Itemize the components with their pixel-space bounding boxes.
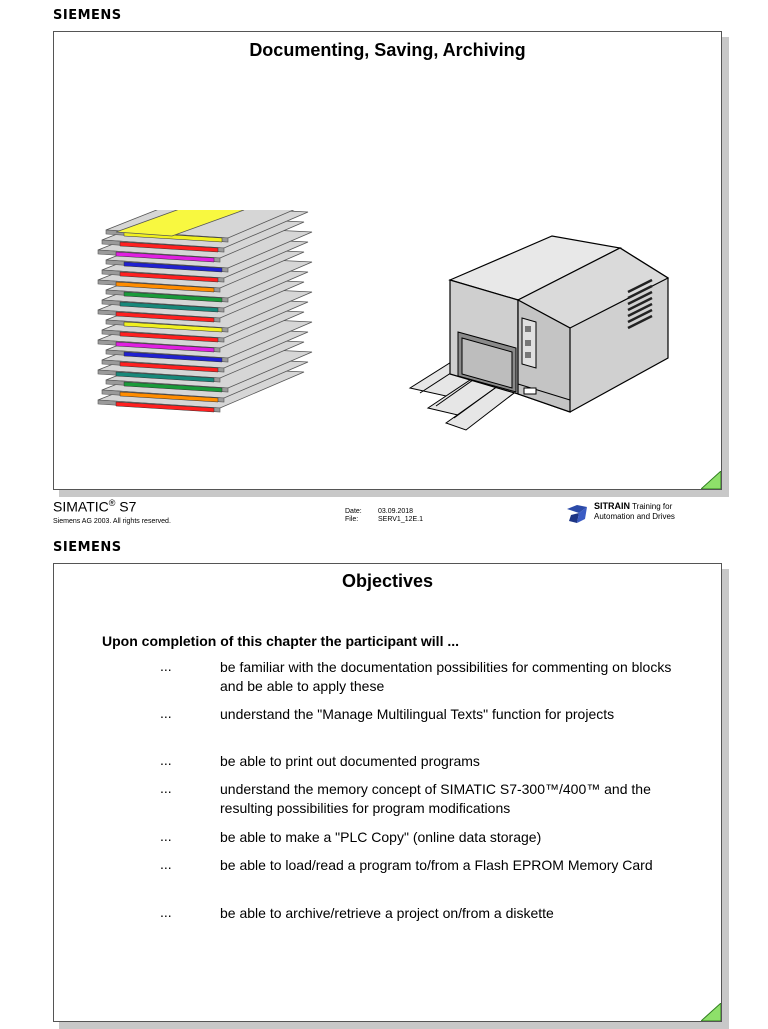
- bullet-marker: ...: [160, 658, 172, 674]
- date-label: Date:: [345, 508, 362, 515]
- registered-mark: ®: [108, 498, 116, 508]
- sitrain-name: SITRAIN: [594, 501, 630, 511]
- slide2-corner-mark: [701, 1003, 721, 1021]
- document-meta: [345, 508, 423, 524]
- objective-text: be able to print out documented programs: [220, 753, 480, 769]
- slide-1: [53, 31, 722, 490]
- slide2-title: Objectives: [341, 571, 434, 591]
- slide1-title: Documenting, Saving, Archiving: [249, 40, 526, 60]
- file-value: SERV1_12E.1: [378, 516, 424, 523]
- bullet-marker: ...: [160, 904, 172, 920]
- sitrain-tagline-2: Automation and Drives: [594, 512, 675, 521]
- objective-text: be able to load/read a program to/from a Flash EPROM Memory Card: [220, 857, 653, 873]
- sitrain-logo-icon: [565, 501, 589, 525]
- objective-text: understand the memory concept of SIMATIC S7-300™/400™ and the resulting possibilities for program modifications: [220, 781, 651, 816]
- sitrain-tagline-1: Training for: [630, 502, 673, 511]
- siemens-logo-top: SIEMENS: [53, 8, 122, 23]
- diskette-stack-illustration: [92, 210, 322, 420]
- copyright-text: Siemens AG 2003. All rights reserved.: [53, 518, 171, 525]
- file-label: File:: [345, 516, 359, 523]
- objective-text: be able to make a "PLC Copy" (online data storage): [220, 829, 542, 845]
- objective-text: be able to archive/retrieve a project on/from a diskette: [220, 905, 554, 921]
- slide1-corner-mark: [701, 471, 721, 489]
- bullet-marker: ...: [160, 828, 172, 844]
- page-footer: [53, 498, 723, 528]
- product-name: [53, 498, 136, 515]
- product-label: SIMATIC: [53, 498, 109, 515]
- sitrain-text: [594, 501, 675, 522]
- product-suffix: S7: [115, 498, 137, 515]
- bullet-marker: ...: [160, 856, 172, 872]
- bullet-marker: ...: [160, 780, 172, 796]
- printer-illustration: [406, 228, 678, 433]
- siemens-logo-bottom: SIEMENS: [53, 540, 122, 555]
- bullet-marker: ...: [160, 752, 172, 768]
- objectives-intro: Upon completion of this chapter the participant will ...: [102, 633, 460, 649]
- slide-2: [53, 563, 722, 1022]
- objective-text: understand the "Manage Multilingual Texts" function for projects: [220, 706, 615, 722]
- bullet-marker: ...: [160, 705, 172, 721]
- date-value: 03.09.2018: [378, 508, 414, 515]
- objective-text: be familiar with the documentation possibilities for commenting on blocks and be able to apply these: [220, 659, 672, 694]
